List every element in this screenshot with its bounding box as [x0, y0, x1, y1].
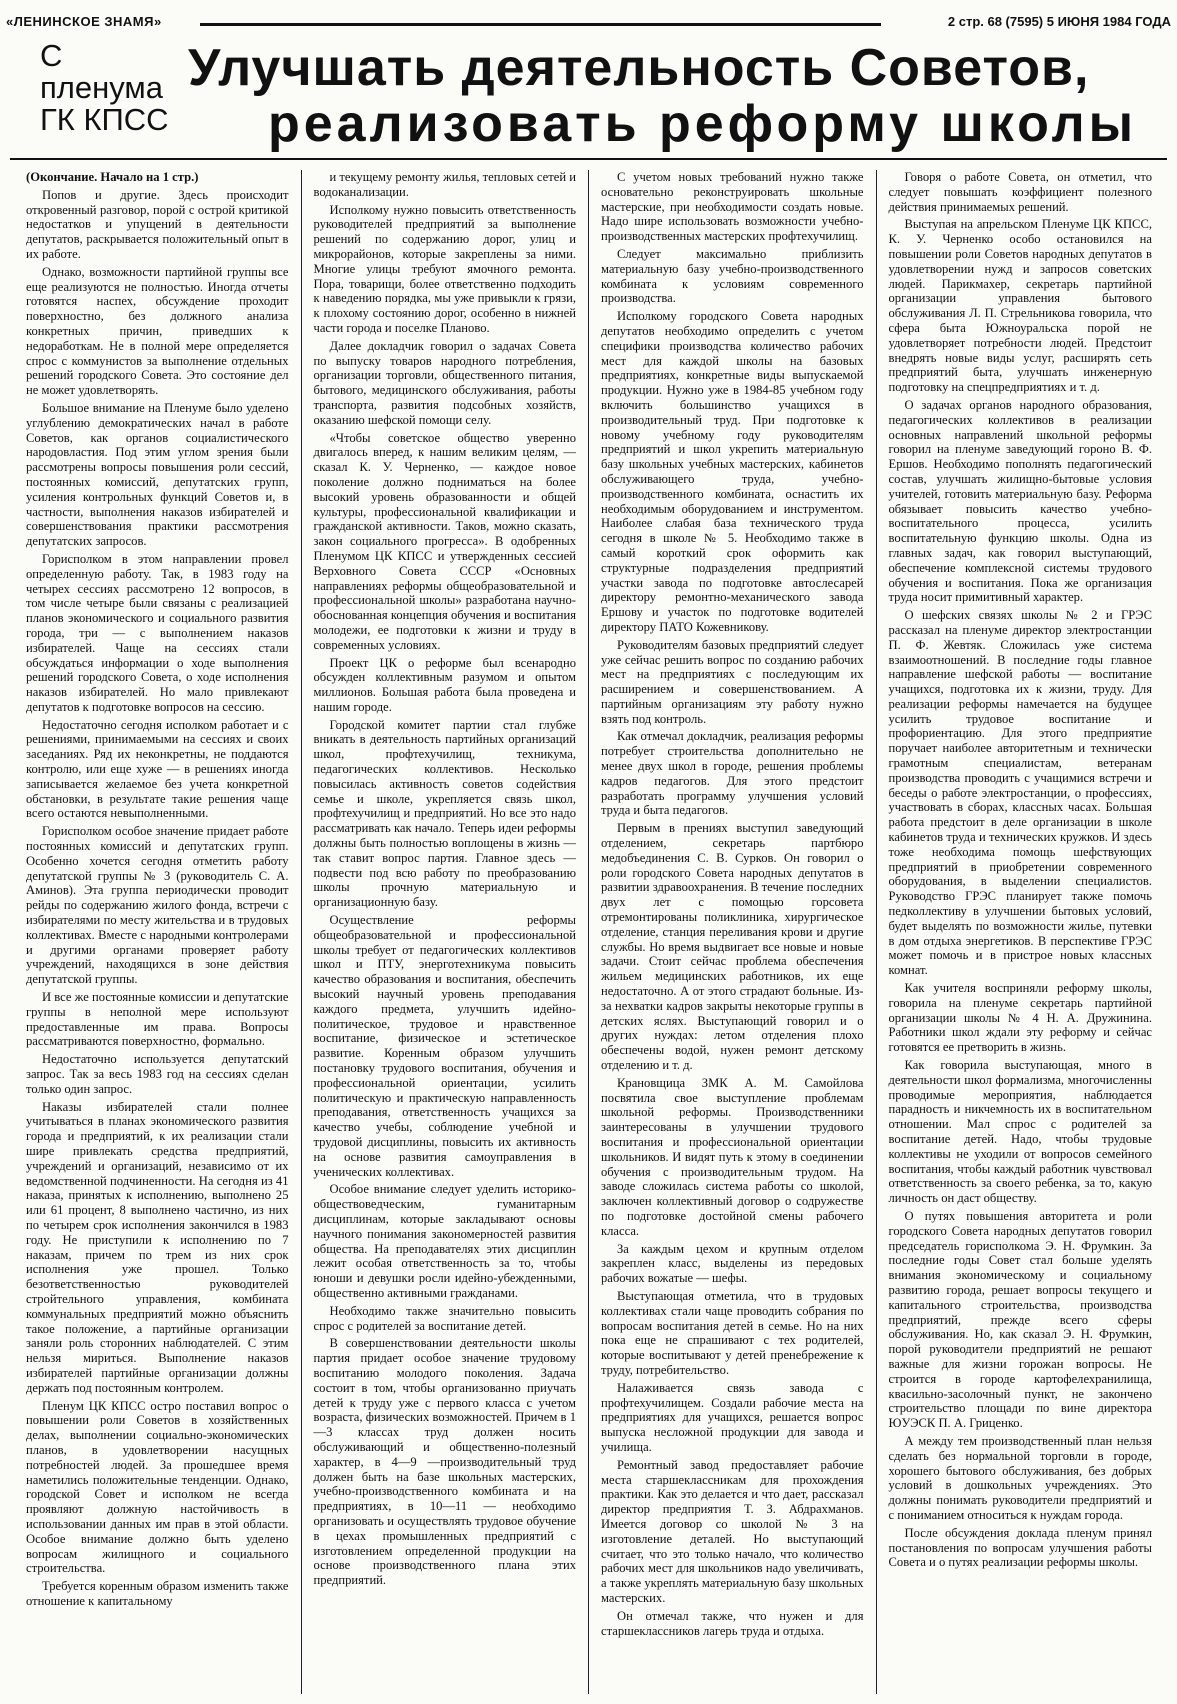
article-paragraph: За каждым цехом и крупным отделом закреплен класс, выделены из передовых рабочих вожатые — шефы. — [601, 1241, 864, 1286]
article-paragraph: Крановщица ЗМК А. М. Самойлова посвятила свое выступление проблемам школьной реформы. Производственники заинтересованы в улучшении трудового воспитания и профессиональной ориентации школьников. И видят путь к этому в соединении обучения с производительным трудом. На заводе сложилась система работы со школой, заключен коллективный договор о содружестве по подготовке достойной смены рабочего класса. — [601, 1075, 864, 1238]
article-paragraph: Однако, возможности партийной группы все еще реализуются не полностью. Иногда отчеты готовятся наспех, обсуждение проходит поверхностно, без должного анализа конкретных причин, приведших к недоработкам. Не в полной мере определяется спрос с коммунистов за выполнение отдельных решений городского Совета. Это состояние дел не может удовлетворять. — [26, 264, 289, 398]
article-paragraph: А между тем производственный план нельзя сделать без нормальной торговли в городе, хорошего бытового обслуживания, без добрых условий в дошкольных учреждениях. Это должны понимать руководители предприятий и с пониманием относиться к нуждам города. — [888, 1433, 1152, 1522]
article-column-4 — [877, 170, 1165, 1694]
article-paragraph: Горисполком особое значение придает работе постоянных комиссий и депутатских групп. Особенно хочется сегодня отметить работу депутатской группы № 3 (руководитель С. А. Аминов). Эта группа периодически проводит рейды по содержанию жилого фонда, встречи с избирателями по месту жительства и в трудовых коллективах. Вместе с народными контролерами и другими органами проверяет работу учреждений, находящихся в зоне действия депутатской группы. — [26, 824, 289, 987]
article-paragraph: Требуется коренным образом изменить также отношение к капитальному — [26, 1579, 289, 1608]
article-paragraph: И все же постоянные комиссии и депутатские группы в неполной мере используют предоставленные им права. Вопросы рассматриваются поверхностно, формально. — [26, 990, 289, 1049]
newspaper-name: «ЛЕНИНСКОЕ ЗНАМЯ» — [6, 14, 162, 29]
article-paragraph: Особое внимание следует уделить историко-обществоведческим, гуманитарным дисциплинам, которые закладывают основы научного понимания закономерностей развития общества. На преподавателях этих дисциплин лежит особая ответственность за то, чтобы юноши и девушки росли идейно-убежденными, общественно активными гражданами. — [313, 1182, 576, 1300]
article-paragraph: Как отмечал докладчик, реализация реформы потребует строительства дополнительно не менее двух школ в городе, решения проблемы кадров педагогов. Для этого предстоит разработать программу улучшения условий труда и быта педагогов. — [601, 729, 864, 818]
article-paragraph: Проект ЦК о реформе был всенародно обсужден коллективным разумом и опытом миллионов. Большая работа была проведена и нашим городе. — [313, 655, 576, 714]
article-column-1 — [14, 170, 302, 1694]
article-paragraph: В совершенствовании деятельности школы партия придает особое значение трудовому воспитанию молодого поколения. Задача состоит в том, чтобы организованно приучать детей к труду уже с первого класса с учетом возраста, физических возможностей. Причем в 1—3 классах труд должен носить обслуживающий и общественно-полезный характер, в 4—9 —производительный труд должен быть на базе школьных мастерских, учебно-производственного комбината и на предприятиях, в 10—11 — необходимо организовать и осуществлять трудовое обучение в цехах промышленных предприятий с изготовлением определенной продукции на основе производственного плана этих предприятий. — [313, 1336, 576, 1588]
article-paragraph: Как учителя восприняли реформу школы, говорила на пленуме секретарь партийной организации школы № 4 Н. А. Дружинина. Работники школ ждали эту реформу и сейчас готовятся ее претворить в жизнь. — [888, 981, 1152, 1055]
article-paragraph: (Окончание. Начало на 1 стр.) — [26, 170, 199, 184]
article-paragraph: Большое внимание на Пленуме было уделено углублению демократических начал в работе Советов, как органов социалистического народовластия. Под этим углом зрения были рассмотрены вопросы повышения роли сессий, постоянных комиссий, депутатских групп, усиления контрольных функций Советов и, в частности, выполнения наказов избирателей и совершенствования практики рассмотрения депутатских запросов. — [26, 400, 289, 549]
headline — [188, 40, 1168, 152]
article-paragraph: После обсуждения доклада пленум принял постановления по вопросам улучшения работы Совета и о путях реализации реформы школы. — [888, 1525, 1152, 1570]
article-paragraph: Выступая на апрельском Пленуме ЦК КПСС, К. У. Черненко особо остановился на повышении роли Советов народных депутатов в удовлетворении нужд и запросов советских людей. Парикмахер, секретарь партийной организации управления бытового обслуживания Л. П. Стрельникова говорила, что сфера быта Южноуральска порой не удовлетворяет потребности людей. Предстоит внедрять новые виды услуг, расширять сеть предприятий быта, улучшать инженерную подготовку на спецпредприятиях и т. д. — [888, 217, 1152, 395]
headline-rule — [10, 158, 1167, 160]
article-paragraph: Далее докладчик говорил о задачах Совета по выпуску товаров народного потребления, организации торговли, общественного питания, бытового, медицинского обслуживания, работы транспорта, развития подсобных хозяйств, оказанию шефской помощи селу. — [313, 338, 576, 427]
article-paragraph: Наказы избирателей стали полнее учитываться в планах экономического развития города и предприятий, к их реализации стали шире привлекать средства предприятий, учреждений и организаций, независимо от их ведомственной подчиненности. На сегодня из 41 наказа, принятых к исполнению, выполнено 25 или 61 процент, 8 выполнено частично, из них по четырем срок исполнения закончился в 1983 году. Не приступили к исполнению по 7 наказам, причем по трем из них срок исполнения уже прошел. Только безответственностью руководителей стройтельного управления, комбината коммунальных предприятий можно объяснить такое положение, а партийные организации заняли роль сторонних наблюдателей. С этим нельзя мириться. Выполнение наказов избирателей партийные организации должны держать под постоянным контролем. — [26, 1099, 289, 1395]
article-paragraph: Исполкому нужно повысить ответственность руководителей предприятий за выполнение решений по содержанию дорог, улиц и микрорайонов, которые закреплены за ними. Многие улицы требуют ямочного ремонта. Пора, товарищи, более ответственно подходить к наведению порядка, мы уже привыкли к грязи, к плохому состоянию дорог, особенно в нижней части города и поселке Планово. — [313, 202, 576, 335]
article-paragraph: О задачах органов народного образования, педагогических коллективов в реализации основных направлений школьной реформы говорил на пленуме заведующий гороно В. Ф. Ершов. Необходимо пополнять педагогический состав, улучшать жилищно-бытовые условия учителей, готовить материальную базу. Реформа обязывает повысить качество учебно-воспитательного процесса, усилить воспитательную функцию школы. Одна из главных задач, как говорил выступающий, обеспечение комплексной системы трудового обучения и воспитания. Пока же организация труда носит примитивный характер. — [888, 397, 1152, 605]
rubric-line-2: ГК КПСС — [40, 102, 169, 137]
masthead-rule — [200, 23, 881, 26]
article-column-2 — [302, 170, 590, 1694]
headline-line-1: Улучшать деятельность Советов, — [188, 39, 1090, 97]
article-paragraph: Недостаточно используется депутатский запрос. Так за весь 1983 год на сессиях сделан только один запрос. — [26, 1052, 289, 1096]
masthead — [0, 14, 1177, 34]
article-paragraph: Налаживается связь завода с профтехучилищем. Создали рабочие места на предприятиях для учащихся, решается вопрос выпуска несложной продукции для завода и училища. — [601, 1380, 864, 1454]
article-paragraph: Он отмечал также, что нужен и для старшеклассников лагерь труда и отдыха. — [601, 1608, 864, 1638]
article-paragraph: Недостаточно сегодня исполком работает и с решениями, принимаемыми на сессиях и своих заседаниях. Ряд их неконкретны, не поддаются контролю, или еще хуже — в решениях иногда записывается желаемое без учета конкретной обстановки, в результате такие решения чаще всего остаются невыполненными. — [26, 717, 289, 821]
article-paragraph: Выступающая отметила, что в трудовых коллективах стали чаще проводить собрания по вопросам воспитания детей в семье. Но на них пока еще не спрашивают с тех родителей, которые воспитывают у детей пренебрежение к труду, потребительство. — [601, 1288, 864, 1377]
article-paragraph: Ремонтный завод предоставляет рабочие места старшеклассникам для прохождения практики. Как это делается и что дает, рассказал директор предприятия Т. З. Абдрахманов. Имеется договор со школой № 3 на изготовление деталей. Но выступающий считает, что это только начало, что количество рабочих мест для школьников надо увеличивать, а также укреплять материальную базу школьных мастерских. — [601, 1457, 864, 1605]
article-paragraph: Руководителям базовых предприятий следует уже сейчас решить вопрос по созданию рабочих мест на предприятиях с последующим их расширением и совершенствованием. А партийным организациям эту работу нужно взять под контроль. — [601, 637, 864, 726]
headline-line-2: реализовать реформу школы — [268, 95, 1138, 153]
rubric-line-1: С пленума — [40, 38, 163, 105]
article-column-3 — [589, 170, 877, 1694]
article-paragraph: Исполкому городского Совета народных депутатов необходимо определить с учетом специфики производства количество рабочих мест для каждой школы на базовых предприятиях, конкретные виды выпускаемой продукции. Нужно уже в 1984-85 учебном году включить большинство учащихся в производительный труд. При подготовке к новому учебному году руководителям предприятий и школ укрепить материальную базу школьных учебных мастерских, кабинетов обслуживающего труда, учебно-производственного комбината, оснастить их необходимым оборудованием и инструментом. Наиболее слабая база технического труда сегодня в школе № 5. Необходимо также в самый короткий срок оформить как структурные подразделения предприятий участки завода по подготовке автослесарей директору ремонтно-механического завода Ершову и участок по подготовке водителей директору ПАТО Кожевникову. — [601, 309, 864, 634]
article-paragraph: О шефских связях школы № 2 и ГРЭС рассказал на пленуме директор электростанции П. Ф. Жевтяк. Сложилась уже система взаимоотношений. В последние годы главное направление шефской работы — воспитание учащихся, подготовка их к жизни, труду. Для реализации реформы намечается на будущее усилить трудовое воспитание и профориентацию. Для этого предприятие поручает наиболее авторитетным и технически грамотным специалистам, ветеранам производства проводить с учащимися встречи и беседы о работе электростанции, о профессиях, участвовать в сборах, классных часах. Большая работа предстоит в деле организации в школе кабинетов труда и технических кружков. И здесь тоже необходима помощь шефствующих предприятий в приобретении современного оборудования, в выделении специалистов. Руководство ГРЭС планирует также помочь педколлективу в улучшении бытовых условий, будет выделять по возможности жилье, путевки в дом отдыха энергетиков. В перспективе ГРЭС может помочь и в пристрое новых классных комнат. — [888, 608, 1152, 978]
article-paragraph: Горисполком в этом направлении провел определенную работу. Так, в 1983 году на четырех сессиях рассмотрено 12 вопросов, в том числе четыре были связаны с реализацией планов экономического и социального развития города, три — с выполнением наказов избирателей. Чаще на сессиях стали обсуждаться информации о ходе выполнения решений городского Совета, о ходе исполнения наказов избирателей. Но мало привлекают депутатов к подготовке вопросов на сессию. — [26, 551, 289, 714]
article-paragraph: Осуществление реформы общеобразовательной и профессиональной школы требует от педагогических коллективов школ и ПТУ, энерготехникума повысить качество образования и воспитания, обеспечить высокий научный уровень преподавания каждого предмета, улучшить идейно-политическое, трудовое и нравственное воспитание, физическое и эстетическое развитие. Коренным образом улучшить постановку трудового воспитания, обучения и профессиональной ориентации, усилить политическую и практическую направленность преподавания, ответственность учащихся за качество учебы, соблюдение учебной и трудовой дисциплины, повысить их активность на основе развития самоуправления в ученических коллективах. — [313, 913, 576, 1179]
article-paragraph: Как говорила выступающая, много в деятельности школ формализма, многочисленны проводимые мероприятия, наблюдается парадность и никчемность их в воспитательном отношении. Мал спрос с родителей за воспитание детей. Надо, чтобы трудовые коллективы не уходили от вопросов семейного воспитания, чтобы каждый работник чувствовал ответственность за своего ребенка, за то, какую личность он даст обществу. — [888, 1058, 1152, 1206]
article-paragraph: О путях повышения авторитета и роли городского Совета народных депутатов говорил председатель горисполкома Э. Н. Фрумкин. За последние годы Совет стал больше уделять внимания экономическому и социальному развитию города, решает вопросы текущего и капитального строительства, производства предприятий, прежде всего сферы обслуживания. Но, как сказал Э. Н. Фрумкин, порой руководители предприятий не решают важные для жизни горожан вопросы. Не строится в городе картофелехранилища, квасильно-засолочный пункт, не закончено строительство площади по вине директора ЮУЭСК П. А. Гриценко. — [888, 1208, 1152, 1431]
issue-info: 2 стр. 68 (7595) 5 ИЮНЯ 1984 ГОДА — [947, 14, 1171, 29]
article-body — [14, 170, 1164, 1694]
article-paragraph: Следует максимально приблизить материальную базу учебно-производственного комбината к условиям современного производства. — [601, 246, 864, 306]
article-paragraph: Пленум ЦК КПСС остро поставил вопрос о повышении роли Советов в хозяйственных делах, выполнении социально-экономических планов, в удовлетворении насущных потребностей людей. За прошедшее время наметились положительные тенденции. Однако, городской Совет и исполком не всегда проявляют должную настойчивость в использовании данных им прав в этой области. Особое внимание должно быть уделено вопросам жилищного и социального строительства. — [26, 1398, 289, 1576]
article-paragraph: Первым в прениях выступил заведующий отделением, секретарь партбюро медобъединения С. В. Сурков. Он говорил о роли городского Совета народных депутатов в развитии здравоохранения. В течение последних двух лет с помощью горсовета отремонтированы поликлиника, хирургическое отделение, станция переливания крови и другие службы. Но время выдвигает все новые и новые задачи. Стоит сейчас проблема обеспечения жильем медицинских работников, их еще недостаточно. А от этого страдают больные. Из-за нехватки кадров закрыты некоторые группы в детских яслях. Выступающий говорил и о других нуждах: летом отделения плохо обеспечены водой, нужен ремонт детскому отделению и т. д. — [601, 821, 864, 1073]
article-paragraph: и текущему ремонту жилья, тепловых сетей и водоканализации. — [313, 170, 576, 199]
article-paragraph: Попов и другие. Здесь происходит откровенный разговор, порой с острой критикой недостатков и упущений в деятельности депутатов, раскрывается положительный опыт в их работе. — [26, 187, 289, 261]
article-paragraph: Необходимо также значительно повысить спрос с родителей за воспитание детей. — [313, 1303, 576, 1333]
article-paragraph: Городской комитет партии стал глубже вникать в деятельность партийных организаций школ, профтехучилищ, техникума, педагогических коллективов. Несколько повысилась активность советов содействия семье и школе, укрепляется связь школ, профтехучилищ и предприятий. Но все это надо рассматривать как начало. Теперь идеи реформы должны быть полностью воплощены в жизнь — так ставит вопрос партия. Главное здесь — подвести под всю работу по преобразованию школы прочную материальную и организационную базу. — [313, 717, 576, 910]
article-paragraph: Говоря о работе Совета, он отметил, что следует повышать коэффициент полезного действия принимаемых решений. — [888, 170, 1152, 214]
rubric — [40, 40, 190, 136]
article-paragraph: «Чтобы советское общество уверенно двигалось вперед, к нашим великим целям, — сказал К. У. Черненко, — каждое новое поколение должно подниматься на более высокий уровень образованности и общей культуры, профессиональной квалификации и гражданской активности. Таков, можно сказать, закон социального прогресса». В одобренных Пленумом ЦК КПСС и утвержденных сессией Верховного Совета СССР «Основных направлениях реформы общеобразовательной и профессиональной школы» разработана научно-обоснованная концепция обучения и воспитания молодежи, ее подготовки к жизни и труду в современных условиях. — [313, 430, 576, 652]
article-paragraph: С учетом новых требований нужно также основательно реконструировать школьные мастерские, при необходимости создать новые. Надо шире использовать возможности учебно-производственных мастерских профтехучилищ. — [601, 170, 864, 244]
